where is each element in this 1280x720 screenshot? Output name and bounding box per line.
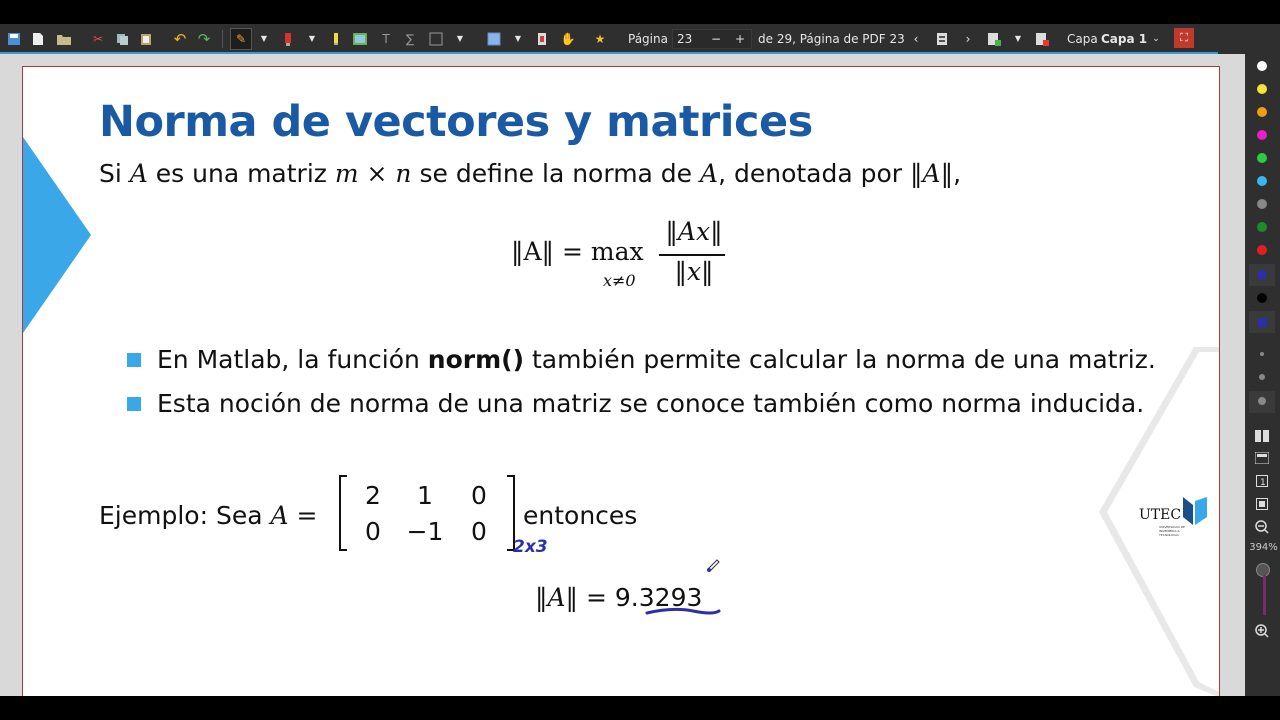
matrix-cell: −1 [406, 517, 444, 546]
layer-select[interactable]: Capa 1 [1101, 32, 1148, 46]
goto-page-icon[interactable] [934, 31, 950, 47]
new-document-icon[interactable] [30, 31, 46, 47]
intro-norm-A: ‖A‖ [910, 159, 954, 188]
example-suffix: entonces [523, 501, 638, 530]
slide-title: Norma de vectores y matrices [99, 97, 813, 147]
pen-size-thick-button[interactable] [1258, 397, 1266, 405]
paste-icon[interactable] [138, 31, 154, 47]
bottom-black-bar [0, 696, 1280, 720]
example-equals: = [288, 501, 318, 530]
save-icon[interactable] [6, 31, 22, 47]
utec-logo-mark [1183, 497, 1207, 527]
example-text: Ejemplo: Sea [99, 501, 271, 530]
matrix-cell: 0 [365, 517, 381, 546]
color-black-button[interactable] [1257, 293, 1267, 303]
decorative-triangle [23, 137, 91, 333]
zoom-100-icon[interactable] [1253, 473, 1271, 489]
add-page-icon[interactable] [986, 31, 1002, 47]
utec-logo [1139, 495, 1209, 535]
copy-icon[interactable] [114, 31, 130, 47]
next-page-icon[interactable]: › [965, 32, 971, 46]
shape-dropdown-icon[interactable]: ▼ [456, 34, 464, 43]
intro-text-1: Si [99, 159, 130, 188]
undo-icon[interactable]: ↶ [173, 30, 187, 48]
image-icon[interactable] [352, 31, 368, 47]
utec-logo-text: UTEC [1139, 507, 1182, 523]
color-yellow-button[interactable] [1257, 84, 1267, 94]
svg-text:1: 1 [1260, 478, 1266, 487]
fullscreen-icon[interactable]: ⛶ [1174, 28, 1194, 48]
handwritten-dimension-note: 2x3 [513, 537, 548, 557]
document-workspace[interactable] [0, 54, 1245, 696]
marker-icon[interactable] [328, 31, 344, 47]
zoom-in-icon[interactable] [1253, 623, 1271, 639]
example-matrix [339, 475, 515, 553]
main-toolbar [0, 24, 1280, 54]
result-norm-A: ‖A‖ [535, 583, 579, 612]
matrix-cell: 1 [417, 481, 433, 510]
matrix-cell: 2 [365, 481, 381, 510]
color-lime-button[interactable] [1257, 153, 1267, 163]
intro-text-5: , [953, 159, 962, 188]
zoom-fit-icon[interactable] [1253, 496, 1271, 512]
fraction-bar [659, 254, 725, 256]
intro-var-A2: A [700, 159, 719, 188]
matrix-cell: 0 [471, 481, 487, 510]
pen-size-medium-button[interactable] [1259, 374, 1265, 380]
highlighter-icon[interactable] [280, 31, 296, 47]
intro-var-A: A [129, 159, 148, 188]
page-increment-button[interactable]: + [735, 32, 746, 46]
intro-text-3: se define la norma de [411, 159, 701, 188]
default-tools-icon[interactable]: ★ [594, 32, 606, 46]
text-tool-icon[interactable]: T [382, 32, 390, 46]
page-of-label: de 29, Página de PDF 23 [758, 32, 905, 46]
zoom-level: 394% [1249, 542, 1278, 553]
previous-page-icon[interactable]: ‹ [913, 32, 919, 46]
color-magenta-button[interactable] [1257, 130, 1267, 140]
page-number-value: 23 [677, 32, 693, 46]
handwritten-underline [643, 605, 723, 619]
formula-subscript: x≠0 [603, 271, 636, 290]
bullet-1-text-end: también permite calcular la norma de una matriz. [524, 345, 1156, 374]
pen-tool-icon[interactable]: ✎ [230, 28, 252, 50]
color-white-button[interactable] [1257, 61, 1267, 71]
presentation-mode-icon[interactable] [1253, 450, 1271, 466]
color-red-button[interactable] [1257, 245, 1267, 255]
page-number-field[interactable] [672, 29, 752, 49]
color-light-blue-button[interactable] [1257, 176, 1267, 186]
zoom-out-icon[interactable] [1253, 519, 1271, 535]
example-var-A: A [270, 501, 289, 530]
pdf-page[interactable] [22, 66, 1220, 697]
formula-numerator: ‖Ax‖ [665, 217, 723, 246]
delete-page-icon[interactable] [1034, 31, 1050, 47]
result-value: = 9.3293 [578, 583, 703, 612]
select-dropdown-icon[interactable]: ▼ [514, 34, 522, 43]
bullet-item-1 [157, 345, 1156, 374]
bullet-2-text: Esta noción de norma de una matriz se conoce también como norma inducida. [157, 389, 1145, 418]
color-green-button[interactable] [1257, 222, 1267, 232]
select-rect-icon[interactable] [486, 31, 502, 47]
bullet-1-text: En Matlab, la función [157, 345, 428, 374]
utec-logo-tagline: UNIVERSIDAD DE INGENIERÍA & TECNOLOGÍA [1159, 525, 1185, 537]
color-blue-button[interactable] [1257, 270, 1267, 280]
intro-text-4: , denotada por [718, 159, 911, 188]
zoom-slider-track[interactable] [1263, 575, 1266, 615]
example-label [99, 501, 317, 530]
hand-tool-icon[interactable]: ✋ [560, 32, 576, 46]
matrix-cell: 0 [471, 517, 487, 546]
two-page-view-icon[interactable] [1253, 428, 1271, 444]
pen-size-fine-button[interactable] [1260, 352, 1264, 356]
bullet-1-bold: norm() [427, 345, 525, 374]
matrix-left-bracket [339, 475, 347, 551]
pen-dropdown-icon[interactable]: ▼ [260, 34, 268, 43]
shape-tool-icon[interactable] [428, 31, 444, 47]
open-folder-icon[interactable] [56, 31, 72, 47]
bullet-item-2 [157, 389, 1144, 418]
add-page-dropdown-icon[interactable]: ▼ [1014, 34, 1022, 43]
definition-sentence [99, 159, 961, 188]
formula-lhs: ‖A‖ = max [511, 237, 644, 266]
color-custom-button[interactable] [1258, 318, 1267, 327]
page-label: Página [628, 32, 668, 46]
cut-icon[interactable]: ✂ [92, 32, 104, 46]
highlighter-dropdown-icon[interactable]: ▼ [308, 34, 316, 43]
layer-dropdown-icon[interactable]: ⌄ [1152, 34, 1160, 44]
intro-text-2: es una matriz [147, 159, 335, 188]
vertical-space-icon[interactable] [534, 31, 550, 47]
color-gray-button[interactable] [1257, 199, 1267, 209]
intro-times: × [358, 159, 396, 188]
layer-label: Capa [1067, 32, 1098, 46]
bullet-marker-1 [127, 353, 141, 367]
bullet-marker-2 [127, 397, 141, 411]
formula-tool-icon[interactable]: ∑ [405, 32, 415, 46]
pen-cursor-icon [705, 555, 723, 573]
norm-formula [511, 217, 751, 297]
intro-var-m: m [334, 159, 359, 188]
color-orange-button[interactable] [1257, 107, 1267, 117]
redo-icon[interactable]: ↷ [197, 30, 211, 48]
page-decrement-button[interactable]: − [711, 32, 722, 46]
top-black-bar [0, 0, 1280, 24]
intro-var-n: n [395, 159, 412, 188]
formula-denominator: ‖x‖ [674, 257, 714, 286]
